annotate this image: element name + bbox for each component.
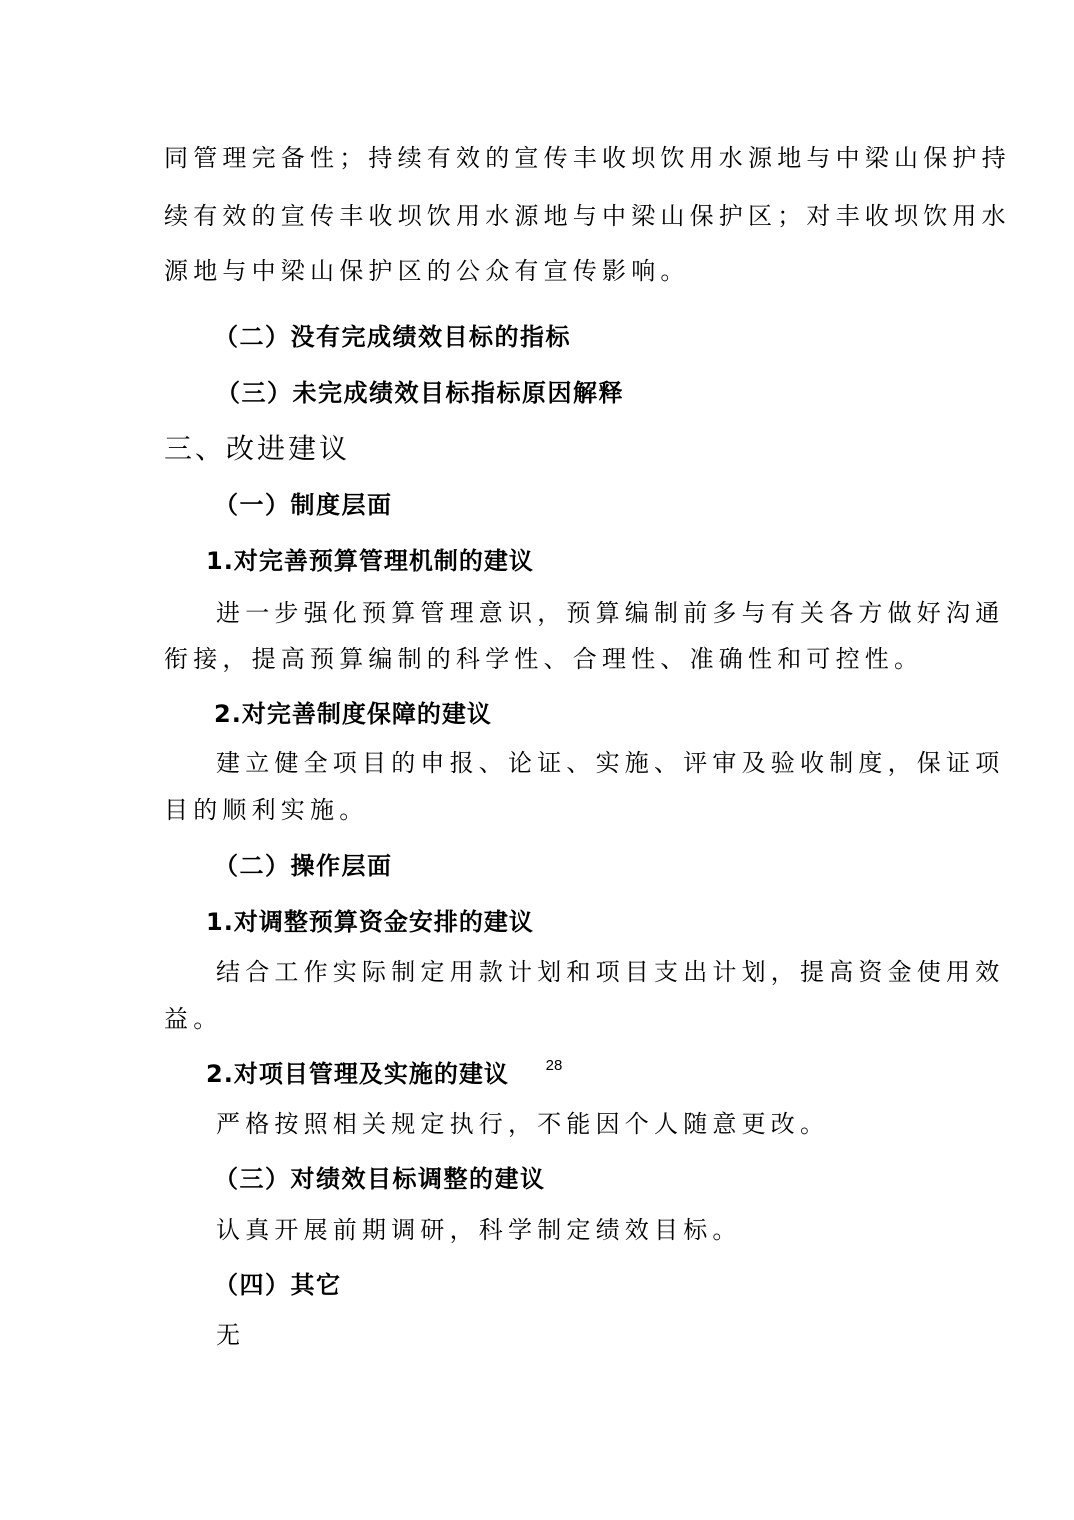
paragraph-line: 源地与中梁山保护区的公众有宣传影响。 — [164, 257, 690, 285]
paragraph-line: 目的顺利实施。 — [164, 796, 369, 824]
paragraph-line: 认真开展前期调研，科学制定绩效目标。 — [216, 1216, 742, 1244]
paragraph-line: 同管理完备性；持续有效的宣传丰收坝饮用水源地与中梁山保护持 — [164, 144, 1011, 172]
paragraph-line: 衔接，提高预算编制的科学性、合理性、准确性和可控性。 — [164, 645, 924, 673]
paragraph-line: 益。 — [164, 1005, 223, 1033]
paragraph-line: 续有效的宣传丰收坝饮用水源地与中梁山保护区；对丰收坝饮用水 — [164, 202, 1011, 230]
paragraph-line: 无 — [216, 1321, 246, 1349]
item-heading: 2.对完善制度保障的建议 — [214, 700, 492, 728]
subsection-heading: （三）对绩效目标调整的建议 — [214, 1165, 546, 1193]
item-heading: 1.对调整预算资金安排的建议 — [206, 908, 534, 936]
paragraph-line: 结合工作实际制定用款计划和项目支出计划，提高资金使用效 — [216, 958, 1005, 986]
subsection-heading: （二）没有完成绩效目标的指标 — [214, 323, 571, 351]
item-heading: 1.对完善预算管理机制的建议 — [206, 547, 534, 575]
item-heading: 2.对项目管理及实施的建议 — [206, 1060, 509, 1088]
subsection-heading: （四）其它 — [214, 1271, 342, 1299]
subsection-heading: （一）制度层面 — [214, 491, 393, 519]
subsection-heading: （二）操作层面 — [214, 852, 393, 880]
paragraph-line: 严格按照相关规定执行，不能因个人随意更改。 — [216, 1110, 830, 1138]
section-heading: 三、改进建议 — [164, 432, 351, 465]
paragraph-line: 进一步强化预算管理意识，预算编制前多与有关各方做好沟通 — [216, 599, 1005, 627]
subsection-heading: （三）未完成绩效目标指标原因解释 — [216, 379, 624, 407]
page-number: 28 — [545, 1057, 563, 1074]
paragraph-line: 建立健全项目的申报、论证、实施、评审及验收制度，保证项 — [216, 749, 1005, 777]
